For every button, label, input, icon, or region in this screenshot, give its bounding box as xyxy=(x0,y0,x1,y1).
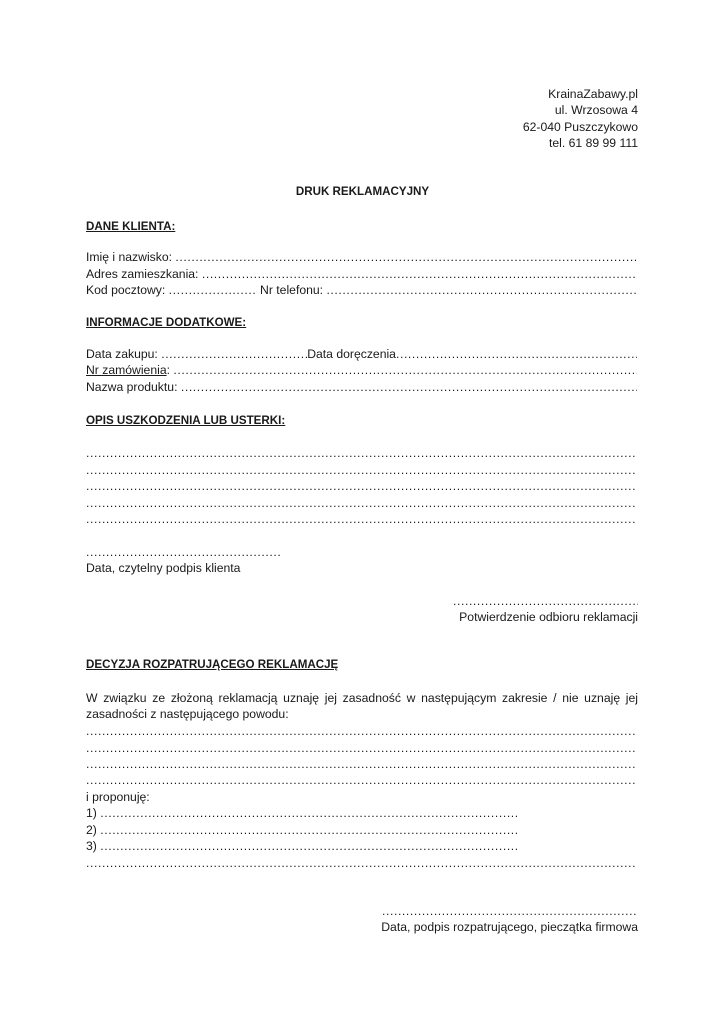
company-city: 62-040 Puszczykowo xyxy=(522,120,638,134)
client-signature-caption: Data, czytelny podpis klienta xyxy=(86,561,241,575)
client-address-label: Adres zamieszkania: xyxy=(86,267,202,281)
delivery-date-dots xyxy=(396,346,637,362)
receipt-signature-line[interactable] xyxy=(453,593,638,609)
order-number-label: Nr zamówienia xyxy=(86,363,167,377)
defect-dots xyxy=(86,495,637,511)
proposal-item-dots xyxy=(100,805,517,821)
purchase-date-label: Data zakupu: xyxy=(86,347,162,361)
product-name-field[interactable] xyxy=(86,379,637,395)
phone-label: Nr telefonu: xyxy=(256,283,327,297)
client-signature-dots xyxy=(86,544,282,560)
product-name-label: Nazwa produktu: xyxy=(86,380,181,394)
decision-statement: W związku ze złożoną reklamacją uznaję jej zasadność w następującym zakresie / nie uznaję jej zasadności z następującego powodu: xyxy=(86,691,638,721)
client-postal-phone-row[interactable] xyxy=(86,282,637,298)
defect-line[interactable] xyxy=(86,478,637,494)
proposal-item-label: 3) xyxy=(86,839,101,853)
decision-line[interactable] xyxy=(86,723,637,739)
defect-line[interactable] xyxy=(86,462,637,478)
proposal-item-dots xyxy=(100,838,517,854)
company-phone: tel. 61 89 99 111 xyxy=(549,136,638,150)
phone-dots xyxy=(326,282,637,298)
decision-section-heading: DECYZJA ROZPATRUJĄCEGO REKLAMACJĘ xyxy=(86,658,339,671)
order-number-field[interactable] xyxy=(86,362,637,378)
receipt-confirmation-caption: Potwierdzenie odbioru reklamacji xyxy=(459,610,638,624)
proposal-item-1[interactable] xyxy=(86,805,517,821)
client-section-heading: DANE KLIENTA: xyxy=(86,220,176,233)
client-name-label: Imię i nazwisko: xyxy=(86,250,176,264)
delivery-date-label: Data doręczenia xyxy=(307,347,396,361)
proposal-item-dots xyxy=(100,822,517,838)
decision-line[interactable] xyxy=(86,756,637,772)
client-address-dots xyxy=(202,266,637,282)
decision-dots xyxy=(86,772,637,788)
decision-line[interactable] xyxy=(86,855,637,871)
defect-line[interactable] xyxy=(86,445,637,461)
purchase-date-dots xyxy=(161,346,307,362)
decision-line[interactable] xyxy=(86,740,637,756)
order-number-colon: : xyxy=(166,363,174,377)
defect-section-heading: OPIS USZKODZENIA LUB USTERKI: xyxy=(86,414,286,427)
defect-dots xyxy=(86,511,637,527)
reviewer-signature-line[interactable] xyxy=(382,903,638,919)
company-name: KrainaZabawy.pl xyxy=(548,87,638,101)
additional-section-heading: INFORMACJE DODATKOWE: xyxy=(86,316,247,329)
propose-label: i proponuję: xyxy=(86,790,150,804)
postal-code-label: Kod pocztowy: xyxy=(86,283,169,297)
defect-dots xyxy=(86,445,637,461)
client-signature-line[interactable] xyxy=(86,544,282,560)
decision-dots xyxy=(86,740,637,756)
form-title: DRUK REKLAMACYJNY xyxy=(295,185,430,198)
defect-line[interactable] xyxy=(86,495,637,511)
proposal-item-2[interactable] xyxy=(86,822,517,838)
reviewer-signature-caption: Data, podpis rozpatrującego, pieczątka firmowa xyxy=(381,920,638,934)
client-name-dots xyxy=(175,249,637,265)
decision-line[interactable] xyxy=(86,772,637,788)
company-street: ul. Wrzosowa 4 xyxy=(554,103,638,117)
client-name-field[interactable] xyxy=(86,249,637,265)
defect-dots xyxy=(86,462,637,478)
client-address-field[interactable] xyxy=(86,266,637,282)
defect-dots xyxy=(86,478,637,494)
dates-row[interactable] xyxy=(86,346,637,362)
proposal-item-3[interactable] xyxy=(86,838,517,854)
defect-line[interactable] xyxy=(86,511,637,527)
receipt-signature-dots xyxy=(453,593,638,609)
proposal-item-label: 1) xyxy=(86,806,101,820)
order-number-dots xyxy=(173,362,637,378)
reviewer-signature-dots xyxy=(382,903,638,919)
decision-dots xyxy=(86,756,637,772)
decision-dots xyxy=(86,723,637,739)
postal-code-dots xyxy=(169,282,257,298)
decision-dots xyxy=(86,855,637,871)
product-name-dots xyxy=(181,379,637,395)
proposal-item-label: 2) xyxy=(86,823,101,837)
